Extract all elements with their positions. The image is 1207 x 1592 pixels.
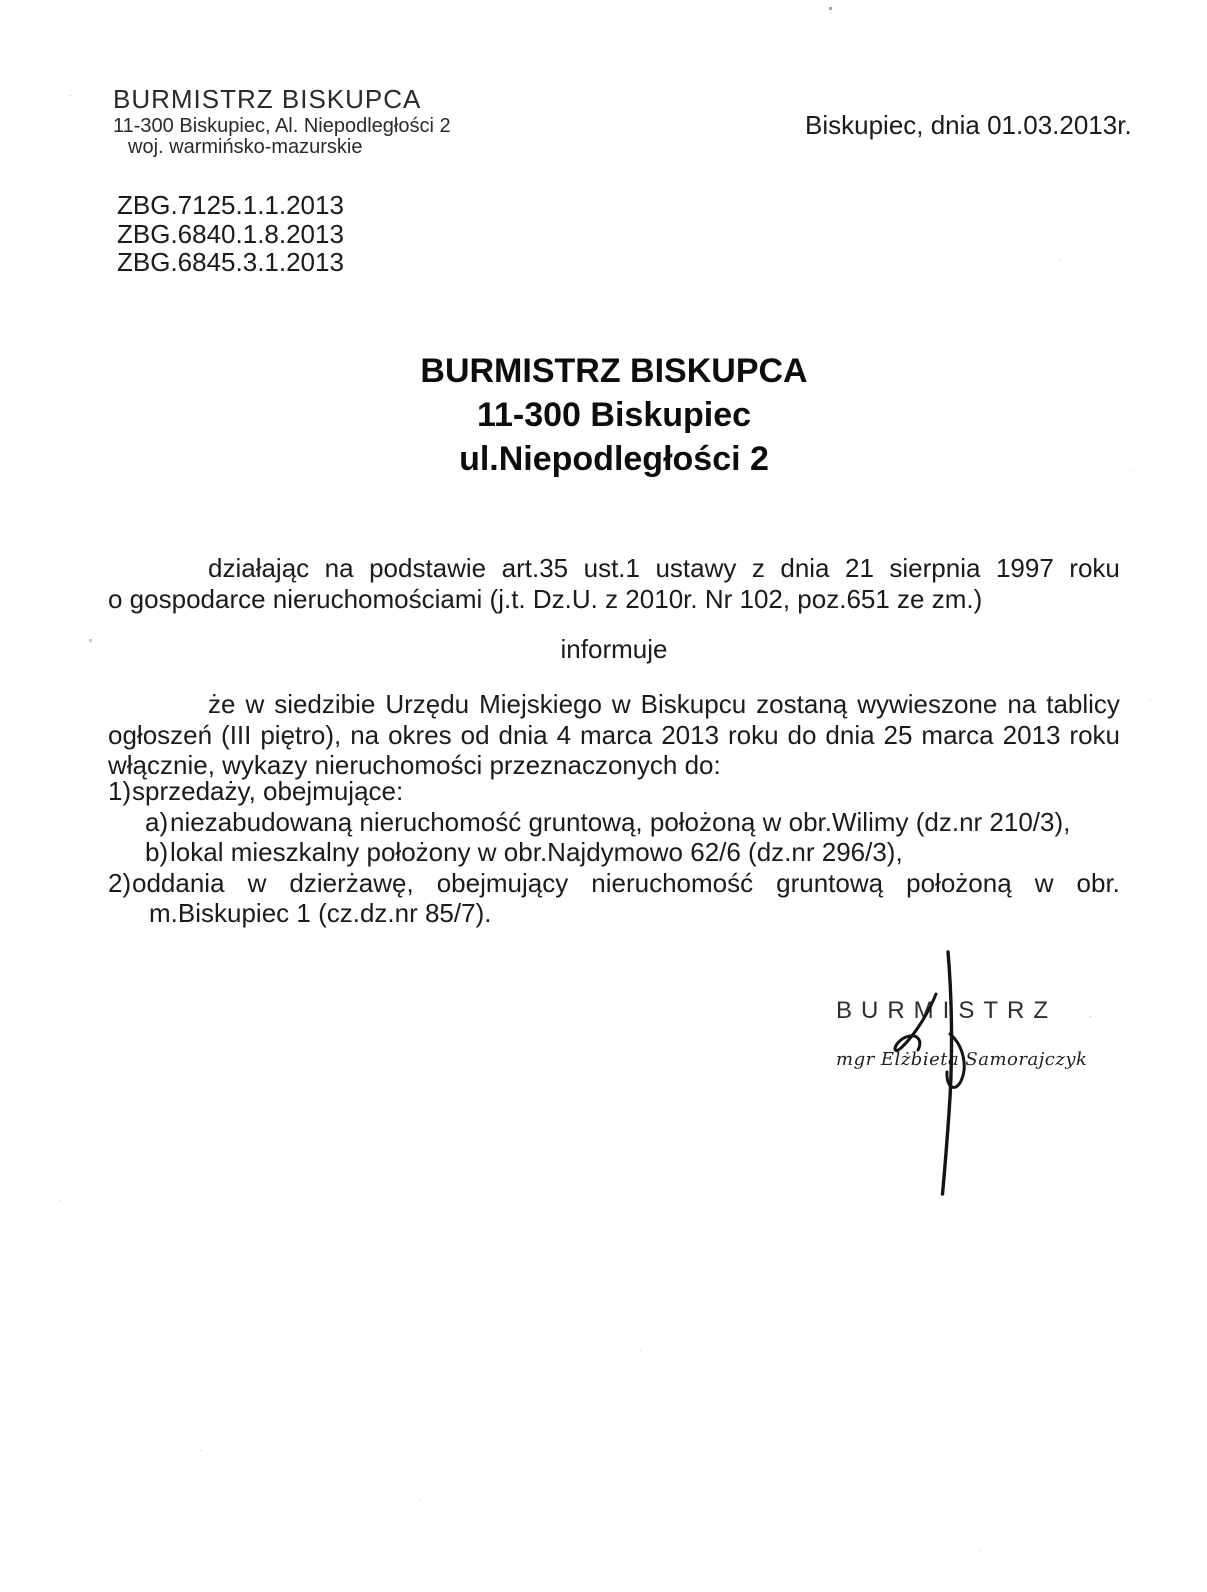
list-item-1a <box>108 807 1120 838</box>
sender-region: woj. warmińsko-mazurskie <box>128 136 363 158</box>
reference-number: ZBG.7125.1.1.2013 <box>117 190 344 220</box>
intro-line: działając na podstawie art.35 ust.1 ustawy z dnia 21 sierpnia 1997 roku <box>208 553 1120 583</box>
list-item-1b <box>108 837 1120 868</box>
sender-name: BURMISTRZ BISKUPCA <box>113 84 422 114</box>
handwritten-signature-stroke <box>850 938 990 1208</box>
list-item-1 <box>108 776 1120 807</box>
signature-role-stamp: BURMISTRZ <box>836 997 1057 1024</box>
addressee-block <box>108 349 1120 481</box>
letter-body <box>108 0 1120 1592</box>
intro-paragraph <box>108 553 1120 614</box>
list-item-text: lokal mieszkalny położony w obr.Najdymowo 62/6 (dz.nr 296/3), <box>170 837 903 867</box>
list-section <box>108 776 1120 929</box>
list-item-2-continuation: m.Biskupiec 1 (cz.dz.nr 85/7). <box>149 898 492 928</box>
list-marker: 2) <box>108 867 132 898</box>
body-line: włącznie, wykazy nieruchomości przeznaczonych do: <box>108 750 721 780</box>
reference-number: ZBG.6845.3.1.2013 <box>117 247 344 277</box>
sender-address: 11-300 Biskupiec, Al. Niepodległości 2 <box>113 115 451 137</box>
list-item-text: sprzedaży, obejmujące: <box>132 776 404 806</box>
intro-line: o gospodarce nieruchomościami (j.t. Dz.U. z 2010r. Nr 102, poz.651 ze zm.) <box>108 583 983 614</box>
signature-name: mgr Elżbieta Samorajczyk <box>836 1049 1088 1070</box>
list-marker: a) <box>145 806 169 837</box>
list-item-2 <box>108 868 1120 899</box>
addressee-postal: 11-300 Biskupiec <box>476 396 752 434</box>
list-item-text: niezabudowaną nieruchomość gruntową, położoną w obr.Wilimy (dz.nr 210/3), <box>170 806 1071 837</box>
list-marker: b) <box>145 837 169 867</box>
scan-speckles <box>0 0 1 1</box>
addressee-street: ul.Niepodległości 2 <box>459 440 769 478</box>
addressee-title: BURMISTRZ BISKUPCA <box>420 352 808 390</box>
date-line: Biskupiec, dnia 01.03.2013r. <box>805 110 1132 140</box>
body-line: ogłoszeń (III piętro), na okres od dnia 4 marca 2013 roku do dnia 25 marca 2013 roku <box>108 719 1120 750</box>
informs-word: informuje <box>560 634 668 664</box>
body-paragraph <box>108 689 1120 781</box>
body-line: że w siedzibie Urzędu Miejskiego w Biskupcu zostaną wywieszone na tablicy <box>208 689 1120 719</box>
list-item-text: oddania w dzierżawę, obejmujący nieruchomość gruntową położoną w obr. <box>132 867 1120 898</box>
list-marker: 1) <box>108 776 132 806</box>
reference-number: ZBG.6840.1.8.2013 <box>117 218 344 249</box>
